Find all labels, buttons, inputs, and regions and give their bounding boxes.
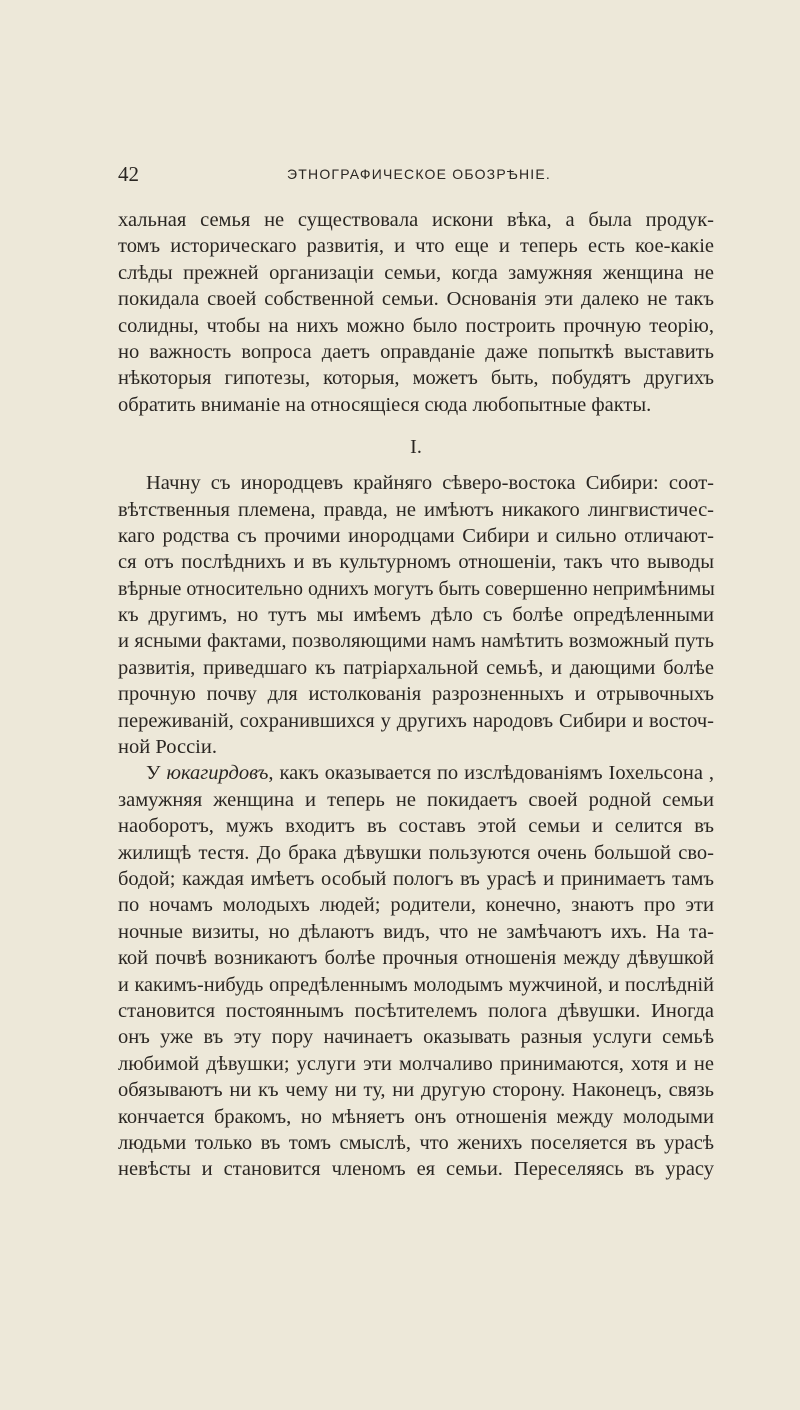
text-line: переживаній, сохранившихся у другихъ народовъ Сибири и восточ- — [118, 709, 714, 732]
text-line: вѣрные относительно однихъ могутъ быть совершенно непримѣнимы — [118, 577, 715, 600]
text-line: ся отъ послѣднихъ и въ культурномъ отношеніи, такъ что выводы — [118, 551, 714, 574]
text-line: бодой; каждая имѣетъ особый пологъ въ урасѣ и принимаетъ тамъ — [118, 867, 714, 890]
text-line: онъ уже въ эту пору начинаетъ оказывать разныя услуги семьѣ — [118, 1026, 714, 1049]
running-title: ЭТНОГРАФИЧЕСКОЕ ОБОЗРѢНІЕ. — [287, 166, 551, 182]
text-line: нѣкоторыя гипотезы, которыя, можетъ быть, побудятъ другихъ — [118, 367, 714, 390]
italic-term: юкагирдовъ — [166, 762, 269, 785]
text-line: наоборотъ, мужъ входитъ въ составъ этой семьи и селится въ — [118, 815, 714, 838]
text-line: развитія, приведшаго къ патріархальной семьѣ, и дающими болѣе — [118, 656, 714, 679]
text-line: невѣсты и становится членомъ ея семьи. Переселяясь въ урасу — [118, 1158, 714, 1181]
paragraph-3 — [118, 760, 714, 1182]
text-line: по ночамъ молодыхъ людей; родители, конечно, знаютъ про эти — [118, 894, 714, 917]
text-line — [118, 760, 714, 786]
page-number: 42 — [118, 162, 139, 186]
section-heading: I. — [410, 436, 422, 459]
paragraph-2 — [118, 470, 714, 760]
text-line: слѣды прежней организаціи семьи, когда замужняя женщина не — [118, 261, 714, 284]
text-line: Начну съ инородцевъ крайняго сѣверо-востока Сибири: соот- — [146, 472, 714, 495]
line-prefix: У — [146, 762, 167, 785]
text-line: людьми только въ томъ смыслѣ, что женихъ поселяется въ урасѣ — [118, 1131, 714, 1154]
text-line: кой почвѣ возникаютъ болѣе прочныя отношенія между дѣвушкой — [118, 947, 714, 970]
text-line: любимой дѣвушки; услуги эти молчаливо принимаются, хотя и не — [118, 1052, 714, 1075]
text-line: жилищѣ тестя. До брака дѣвушки пользуются очень большой сво- — [118, 841, 714, 864]
text-line: ночные визиты, но дѣлаютъ видъ, что не замѣчаютъ ихъ. На та- — [118, 920, 714, 943]
line-rest: , какъ оказывается по изслѣдованіямъ Іохельсона , — [268, 762, 715, 785]
text-line: прочную почву для истолкованія разрозненныхъ и отрывочныхъ — [118, 683, 714, 706]
paragraph-1 — [118, 207, 714, 418]
text-line: обратить вниманіе на относящіеся сюда любопытные факты. — [118, 393, 652, 416]
text-line: солидны, чтобы на нихъ можно было построить прочную теорію, — [118, 314, 714, 337]
text-line: ной Россіи. — [118, 736, 217, 759]
text-line: и ясными фактами, позволяющими намъ намѣтить возможный путь — [118, 630, 714, 653]
text-line: замужняя женщина и теперь не покидаетъ своей родной семьи — [118, 788, 714, 811]
page-header — [118, 162, 708, 188]
text-line: но важность вопроса даетъ оправданіе даже попыткѣ выставить — [118, 340, 714, 363]
text-line: хальная семья не существовала искони вѣка, а была продук- — [118, 209, 714, 231]
text-line: томъ историческаго развитія, и что еще и теперь есть кое-какіе — [118, 235, 714, 258]
body-text — [118, 207, 714, 1183]
text-line: становится постояннымъ посѣтителемъ полога дѣвушки. Иногда — [118, 999, 714, 1022]
text-line: и какимъ-нибудь опредѣленнымъ молодымъ мужчиной, и послѣдній — [118, 973, 714, 996]
text-line: покидала своей собственной семьи. Основанія эти далеко не такъ — [118, 288, 714, 311]
text-line: обязываютъ ни къ чему ни ту, ни другую сторону. Наконецъ, связь — [118, 1079, 714, 1102]
text-line: вѣтственныя племена, правда, не имѣютъ никакого лингвистичес- — [118, 498, 714, 521]
text-line: къ другимъ, но тутъ мы имѣемъ дѣло съ болѣе опредѣленными — [118, 604, 714, 627]
text-line: кончается бракомъ, но мѣняетъ онъ отношенія между молодыми — [118, 1105, 714, 1128]
text-line: каго родства съ прочими инородцами Сибири и сильно отличают- — [118, 524, 714, 547]
